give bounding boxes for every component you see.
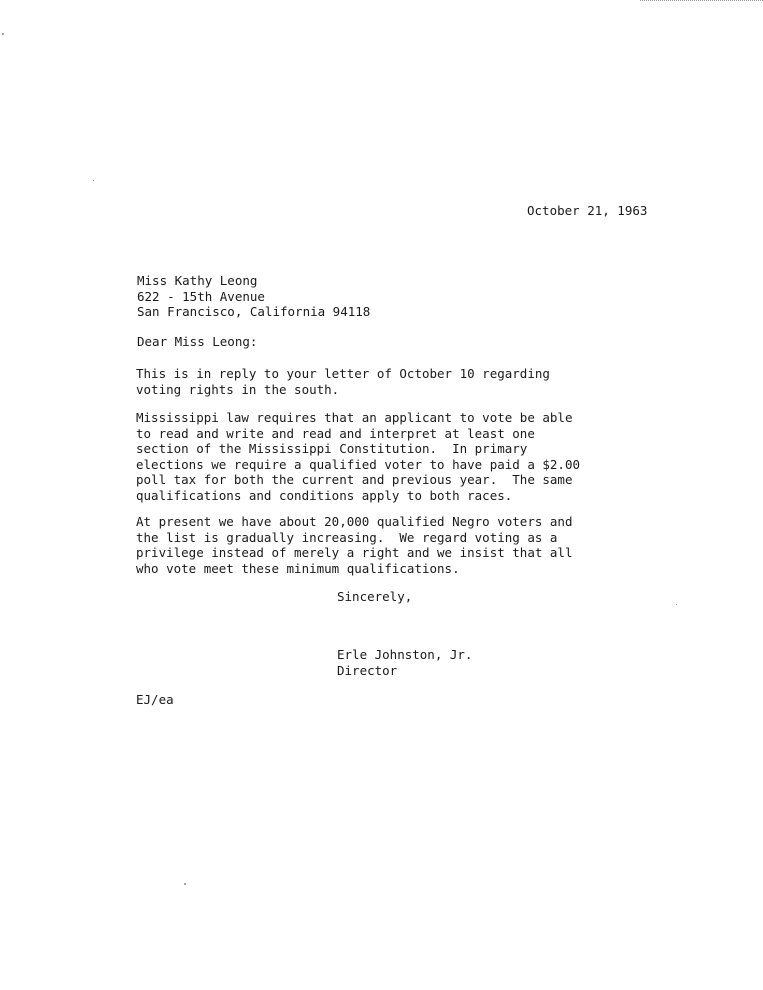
scan-speck	[2, 33, 4, 35]
body-paragraph-3	[136, 514, 573, 576]
signer-name: Erle Johnston, Jr.	[337, 647, 473, 662]
letter-date: October 21, 1963	[527, 203, 648, 218]
paragraph-line: the list is gradually increasing. We regard voting as a	[136, 529, 558, 545]
paragraph-line: poll tax for both the current and previous year. The same	[136, 472, 573, 487]
paragraph-line: This is in reply to your letter of October 10 regarding	[136, 366, 550, 381]
paragraph-line: to read and write and read and interpret at least one	[136, 425, 535, 441]
paragraph-line: At present we have about 20,000 qualified Negro voters and	[136, 514, 573, 529]
paragraph-line: elections we require a qualified voter to have paid a $2.00	[136, 456, 581, 472]
recipient-address	[137, 273, 370, 320]
paragraph-line: Mississippi law requires that an applicant to vote be able	[136, 410, 573, 425]
body-paragraph-1	[136, 366, 550, 397]
paragraph-line: privilege instead of merely a right and we insist that all	[136, 545, 573, 560]
typist-initials: EJ/ea	[136, 692, 174, 707]
recipient-city: San Francisco, California 94118	[137, 304, 371, 319]
paragraph-line: section of the Mississippi Constitution. In primary	[136, 441, 528, 456]
body-paragraph-2	[136, 410, 580, 503]
closing: Sincerely,	[337, 589, 413, 604]
salutation: Dear Miss Leong:	[137, 334, 258, 349]
recipient-street: 622 - 15th Avenue	[137, 288, 265, 304]
signature-block	[337, 647, 472, 678]
recipient-name: Miss Kathy Leong	[137, 273, 258, 288]
signer-title: Director	[337, 662, 398, 678]
scan-speck	[93, 180, 94, 181]
scan-edge-mark	[640, 0, 763, 3]
scan-speck	[184, 883, 186, 885]
paragraph-line: qualifications and conditions apply to both races.	[136, 487, 513, 503]
paragraph-line: who vote meet these minimum qualifications.	[136, 560, 460, 576]
paragraph-line: voting rights in the south.	[136, 381, 340, 397]
scan-speck	[676, 604, 677, 605]
